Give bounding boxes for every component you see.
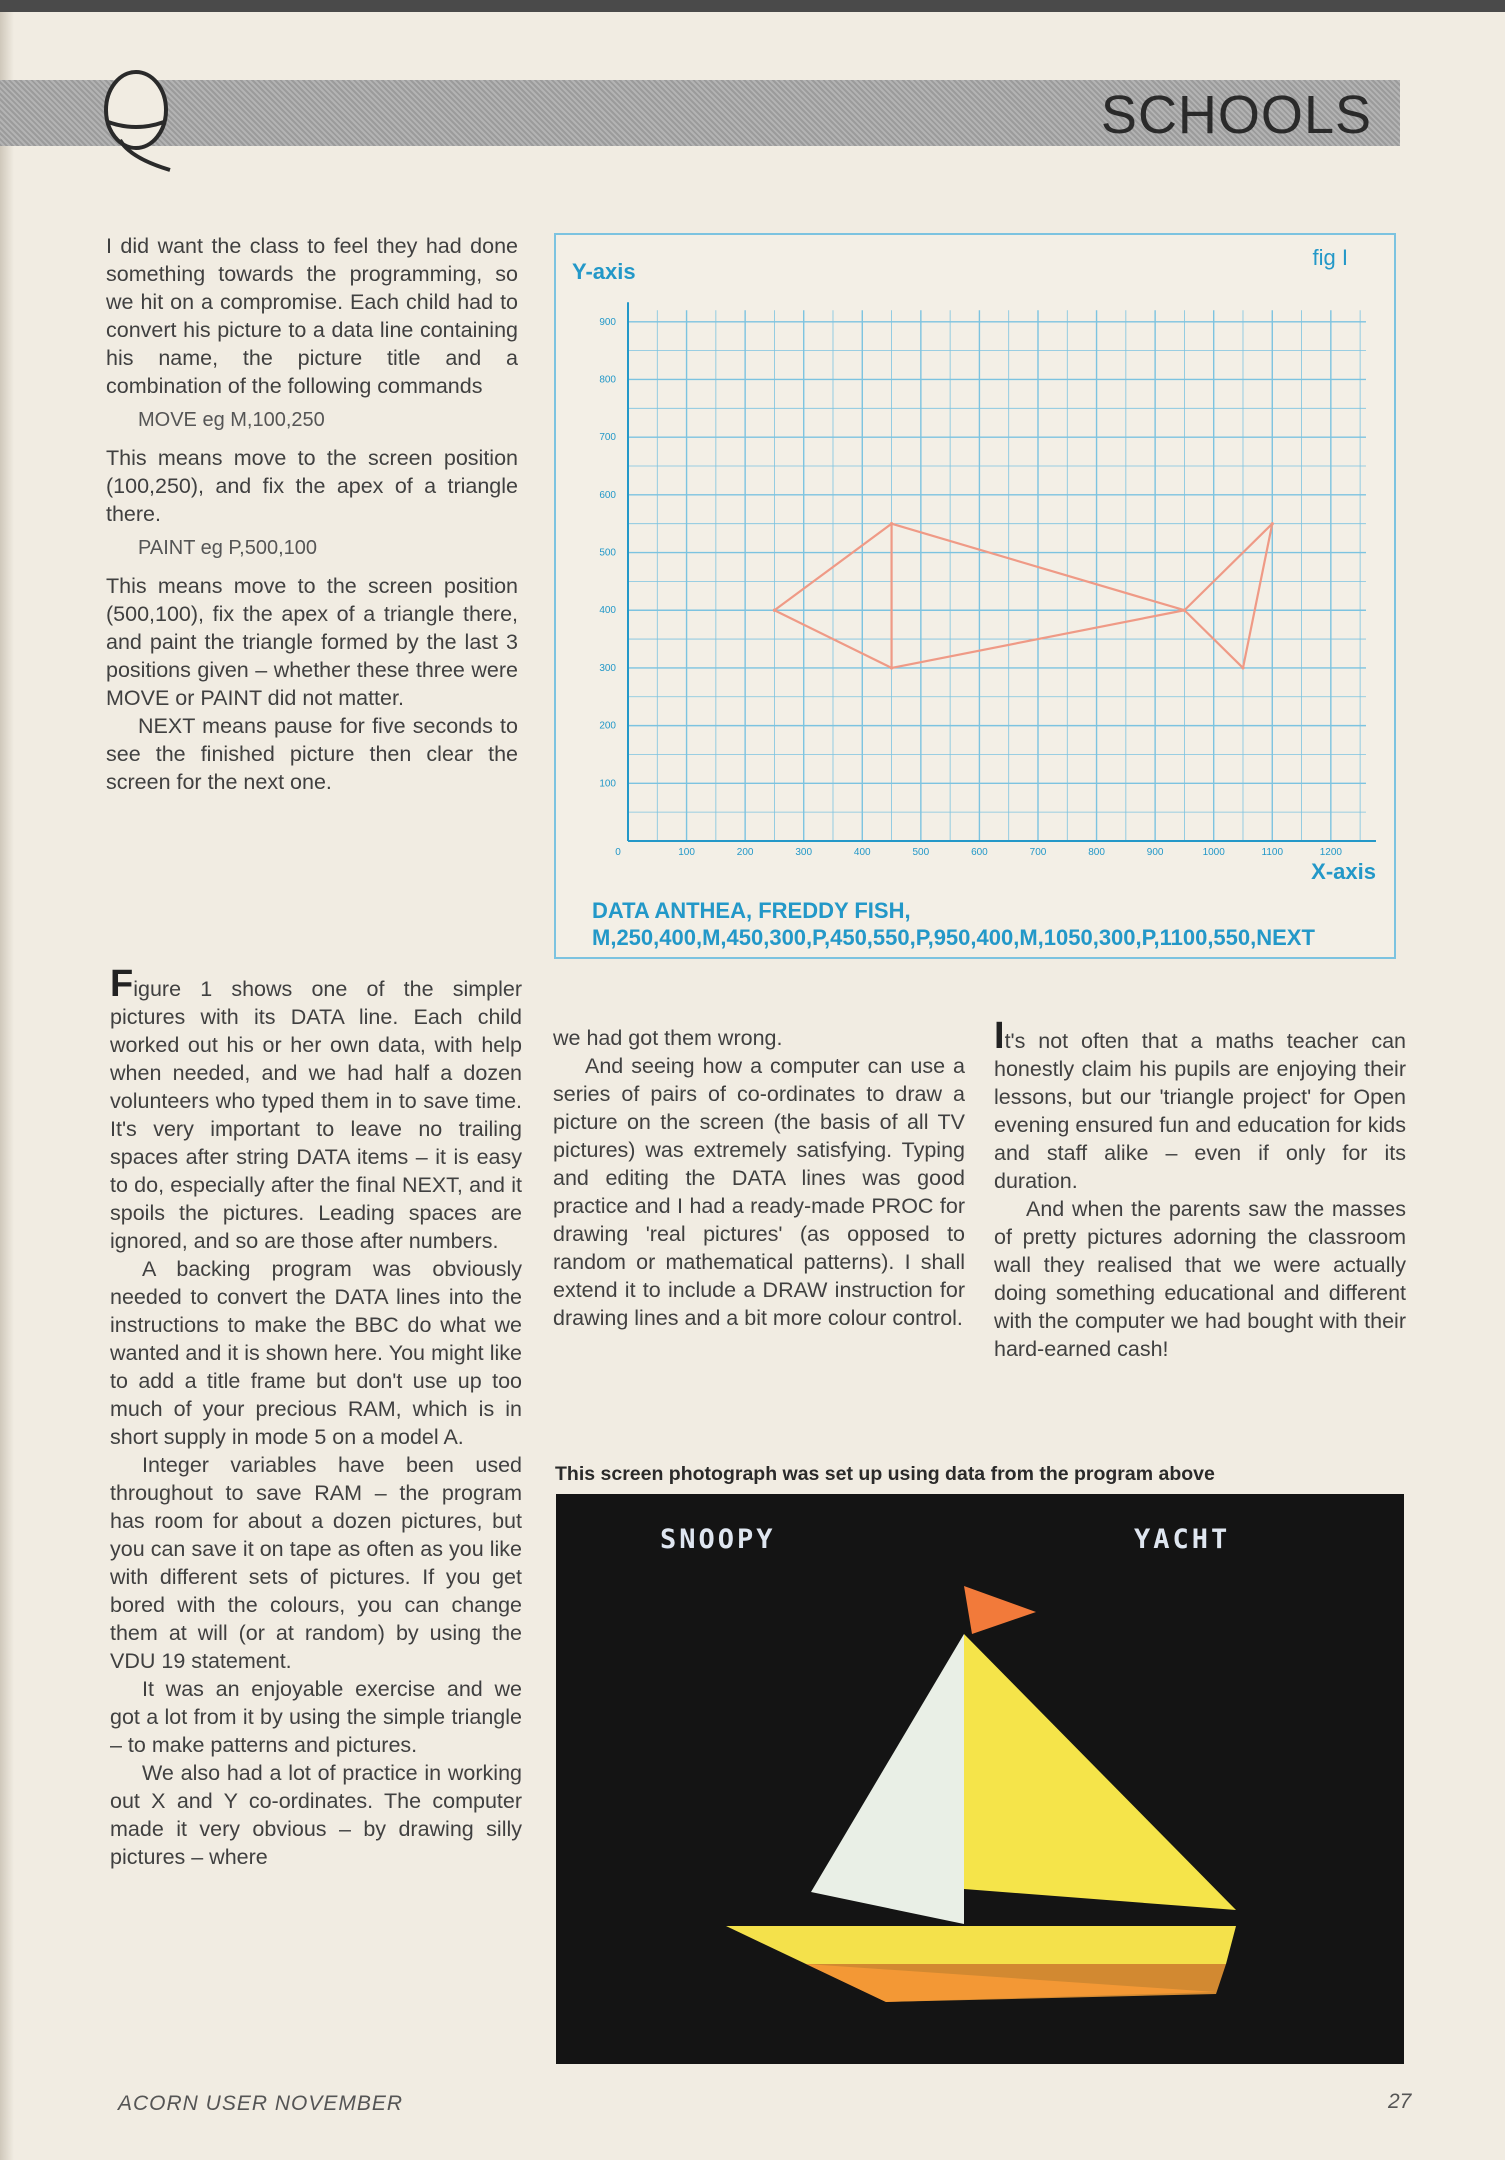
photo-caption: This screen photograph was set up using data from the program above	[555, 1463, 1215, 1485]
paragraph: It was an enjoyable exercise and we got a lot from it by using the simple triangle – to make patterns and pictures.	[110, 1677, 522, 1757]
paragraph: Integer variables have been used throughout to save RAM – the program has room for about a dozen pictures, but you can save it on tape as often as you like with different sets of pictures. If you get bored with the colours, you can change them at will (or at random) by using the VDU 19 statement.	[110, 1453, 522, 1673]
x-tick-label: 600	[971, 847, 988, 858]
figure-data-line: DATA ANTHEA, FREDDY FISH, M,250,400,M,450,300,P,450,550,P,950,400,M,1050,300,P,1100,550,NEXT	[592, 898, 1315, 950]
section-header-bar	[0, 80, 1400, 146]
figure-1	[554, 233, 1396, 959]
x-axis-title: X-axis	[1311, 859, 1376, 884]
yacht-flag	[964, 1586, 1036, 1634]
paragraph: NEXT means pause for five seconds to see the finished picture then clear the screen for the next one.	[106, 714, 518, 794]
drop-cap: F	[110, 963, 134, 1005]
footer-magazine: ACORN USER NOVEMBER	[118, 2092, 404, 2115]
x-tick-label: 1000	[1202, 847, 1225, 858]
paragraph: This means move to the screen position (100,250), and fix the apex of a triangle there.	[106, 446, 518, 526]
command-move: MOVE eg M,100,250	[138, 409, 325, 431]
x-tick-label: 1200	[1319, 847, 1342, 858]
x-tick-label: 1100	[1261, 847, 1284, 858]
yacht-hull-top	[726, 1926, 1236, 1964]
y-tick-label: 900	[599, 316, 616, 328]
paragraph: And seeing how a computer can use a series of pairs of co-ordinates to draw a picture on the screen (the basis of all TV pictures) was extremely satisfying. Typing and editing the DATA lines was good practice and I had a ready-made PROC for drawing 'real pictures' (as opposed to random or mathematical patterns). I shall extend it to include a DRAW instruction for drawing lines and a bit more colour control.	[553, 1054, 965, 1330]
x-tick-label: 800	[1088, 847, 1105, 858]
paragraph: Figure 1 shows one of the simpler pictures with its DATA line. Each child worked out his or her own data, with help when needed, and we had half a dozen volunteers who typed them in to save time. It's very important to leave no trailing spaces after string DATA items – it is easy to do, especially after the final NEXT, and it spoils the pictures. Leading spaces are ignored, and so are those after numbers.	[110, 963, 522, 1253]
paragraph: we had got them wrong.	[553, 1026, 783, 1050]
yacht-sail-left	[811, 1634, 964, 1924]
column-1-bottom	[110, 963, 522, 1871]
y-tick-label: 400	[599, 605, 616, 617]
acorn-logo-icon	[100, 66, 180, 176]
x-tick-label: 900	[1146, 847, 1164, 858]
y-axis-title: Y-axis	[572, 259, 636, 284]
data-point	[773, 609, 776, 612]
x-tick-label: 500	[912, 847, 930, 858]
x-tick-label: 0	[615, 847, 621, 858]
paragraph: I did want the class to feel they had done something towards the programming, so we hit on a compromise. Each child had to convert his picture to a data line containing his name, the picture title and a combination of the following commands	[106, 234, 518, 398]
x-tick-label: 200	[736, 847, 754, 858]
top-strip	[0, 0, 1505, 12]
column-2	[553, 1024, 965, 1332]
data-point	[890, 666, 893, 669]
x-tick-label: 700	[1029, 847, 1047, 858]
paragraph: It's not often that a maths teacher can honestly claim his pupils are enjoying their lessons, but our 'triangle project' for Open evening ensured fun and education for kids and staff alike – even if only for its duration.	[994, 1015, 1406, 1193]
data-point	[1271, 522, 1274, 525]
y-tick-label: 700	[599, 432, 616, 444]
paragraph: We also had a lot of practice in working out X and Y co-ordinates. The computer made it very obvious – by drawing silly pictures – where	[110, 1761, 522, 1869]
series-line	[1184, 524, 1272, 668]
y-tick-label: 600	[599, 489, 616, 501]
x-tick-label: 300	[795, 847, 813, 858]
data-point	[890, 522, 893, 525]
column-3	[994, 1015, 1406, 1363]
photo-title-left: SNOOPY	[660, 1524, 776, 1555]
paragraph: This means move to the screen position (500,100), fix the apex of a triangle there, and paint the triangle formed by the last 3 positions given – whether these three were MOVE or PAINT did not matter.	[106, 574, 518, 710]
photo-title-right: YACHT	[1134, 1524, 1231, 1555]
paragraph: And when the parents saw the masses of pretty pictures adorning the classroom wall they realised that we were actually doing something educational and different with the computer we had bought with their hard-earned cash!	[994, 1197, 1406, 1361]
data-point	[1183, 609, 1186, 612]
screen-photograph	[556, 1494, 1404, 2064]
x-tick-label: 100	[678, 847, 695, 858]
data-point	[1241, 666, 1244, 669]
page-number: 27	[1388, 2090, 1412, 2113]
column-1-top	[106, 232, 518, 796]
section-title: SCHOOLS	[1100, 85, 1372, 145]
y-tick-label: 100	[599, 778, 616, 790]
x-tick-label: 400	[853, 847, 871, 858]
command-paint: PAINT eg P,500,100	[138, 537, 318, 559]
yacht-hull-shadow	[806, 1964, 1226, 2002]
yacht-picture	[556, 1494, 1404, 2064]
y-tick-label: 500	[599, 547, 616, 559]
paragraph: A backing program was obviously needed to convert the DATA lines into the instructions to make the BBC do what we wanted and it is shown here. You might like to add a title frame but don't use up too much of your precious RAM, which is in short supply in mode 5 on a model A.	[110, 1257, 522, 1449]
drop-cap: I	[994, 1015, 1005, 1057]
yacht-sail-right	[964, 1634, 1236, 1910]
y-tick-label: 300	[599, 662, 616, 674]
y-tick-label: 200	[599, 720, 616, 732]
figure-title: fig I	[1312, 245, 1348, 270]
page-edge-shadow	[0, 0, 14, 2160]
fish-chart	[556, 235, 1394, 957]
y-tick-label: 800	[599, 374, 616, 386]
